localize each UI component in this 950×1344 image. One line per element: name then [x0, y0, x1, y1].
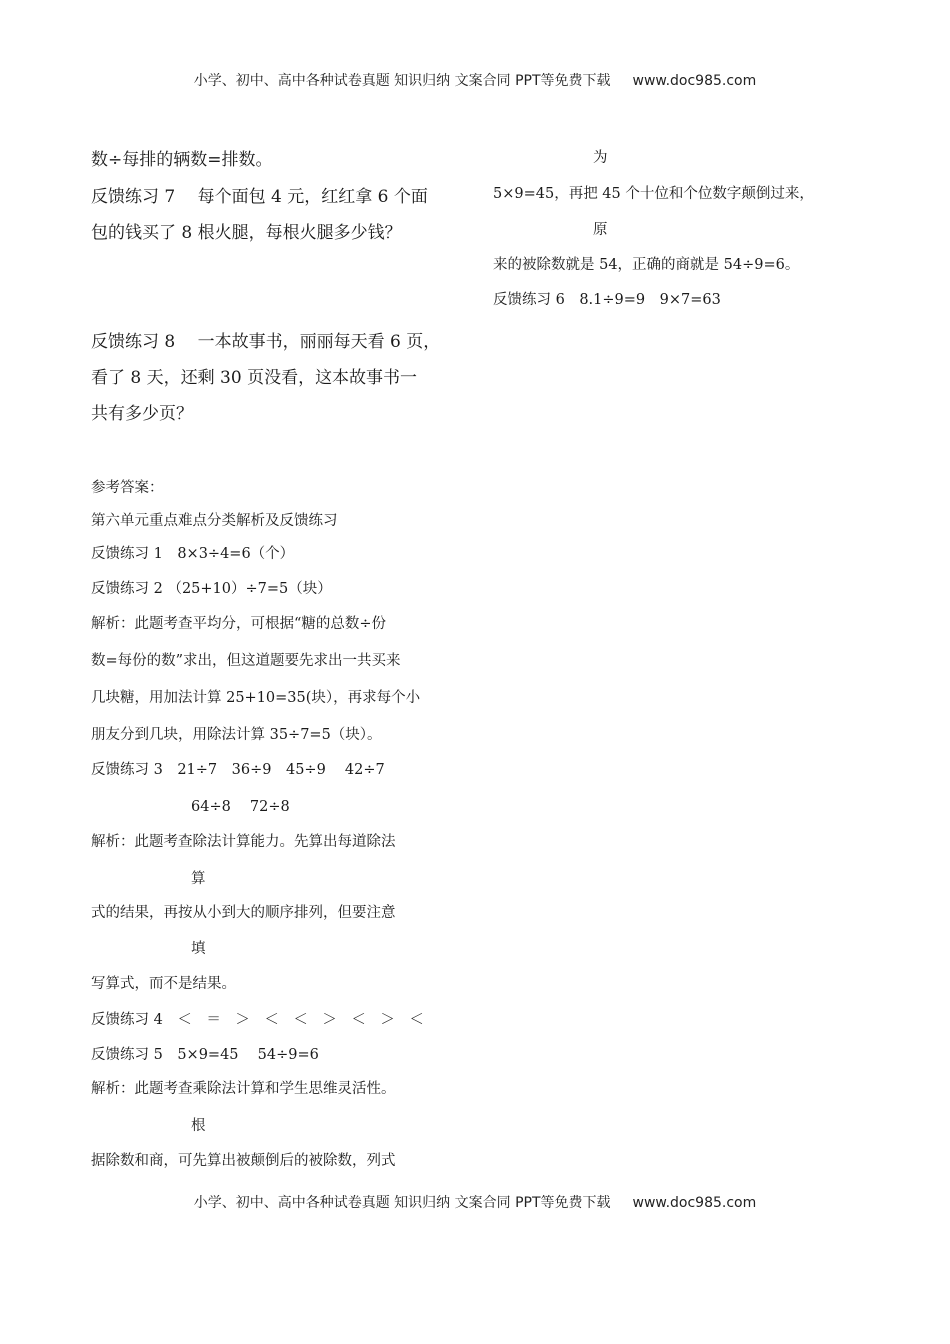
answer-2-explanation-4: 朋友分到几块，用除法计算 35÷7=5（块）。 — [91, 727, 382, 743]
answer-5-explanation-2: 据除数和商，可先算出被颠倒后的被除数，列式 — [91, 1153, 396, 1169]
page-footer — [0, 1192, 950, 1212]
answer-3-line-2: 64÷8 72÷8 — [191, 799, 290, 815]
answer-2: 反馈练习 2 （25+10）÷7=5（块） — [91, 581, 332, 597]
answer-5-explanation-1b: 根 — [191, 1118, 206, 1134]
exercise-8-line-3: 共有多少页？ — [91, 404, 193, 424]
exercise-8-line-1: 反馈练习 8 一本故事书，丽丽每天看 6 页， — [91, 332, 441, 352]
answer-5-explanation-1: 解析：此题考查乘除法计算和学生思维灵活性。 — [91, 1081, 396, 1097]
right-line-1: 为 — [593, 150, 608, 166]
answer-6: 反馈练习 6 8.1÷9=9 9×7=63 — [493, 292, 721, 308]
answer-3-explanation-2: 式的结果，再按从小到大的顺序排列，但要注意 — [91, 905, 396, 921]
answer-4: 反馈练习 4 ＜ ＝ ＞ ＜ ＜ ＞ ＜ ＞ ＜ — [91, 1012, 424, 1028]
answers-unit-heading: 第六单元重点难点分类解析及反馈练习 — [91, 513, 338, 529]
answers-title: 参考答案： — [91, 480, 164, 496]
header-text: 小学、初中、高中各种试卷真题 知识归纳 文案合同 PPT等免费下载 — [193, 73, 611, 89]
answer-5: 反馈练习 5 5×9=45 54÷9=6 — [91, 1047, 319, 1063]
answer-3-explanation-2b: 填 — [191, 941, 206, 957]
answer-3-explanation-1b: 算 — [191, 871, 206, 887]
answer-1: 反馈练习 1 8×3÷4=6（个） — [91, 546, 295, 562]
right-line-2: 5×9=45，再把 45 个十位和个位数字颠倒过来， — [493, 186, 814, 202]
right-line-4: 来的被除数就是 54，正确的商就是 54÷9=6。 — [493, 257, 800, 273]
answer-3-explanation-1: 解析：此题考查除法计算能力。先算出每道除法 — [91, 834, 396, 850]
footer-text: 小学、初中、高中各种试卷真题 知识归纳 文案合同 PPT等免费下载 — [193, 1195, 611, 1211]
header-url[interactable]: www.doc985.com — [632, 73, 757, 89]
answer-3-explanation-3: 写算式，而不是结果。 — [91, 976, 236, 992]
answer-2-explanation-1: 解析：此题考查平均分，可根据“糖的总数÷份 — [91, 616, 387, 632]
answer-2-explanation-2: 数=每份的数”求出，但这道题要先求出一共买来 — [91, 653, 401, 669]
exercise-7-line-1: 反馈练习 7 每个面包 4 元，红红拿 6 个面 — [91, 187, 428, 207]
right-line-3: 原 — [593, 222, 608, 238]
answer-2-explanation-3: 几块糖，用加法计算 25+10=35(块），再求每个小 — [91, 690, 421, 706]
text-line-division-rule: 数÷每排的辆数=排数。 — [91, 150, 273, 170]
exercise-7-line-2: 包的钱买了 8 根火腿，每根火腿多少钱？ — [91, 223, 402, 243]
answer-3-line-1: 反馈练习 3 21÷7 36÷9 45÷9 42÷7 — [91, 762, 385, 778]
page-header — [0, 70, 950, 90]
exercise-8-line-2: 看了 8 天，还剩 30 页没看，这本故事书一 — [91, 368, 418, 388]
footer-url[interactable]: www.doc985.com — [632, 1195, 757, 1211]
